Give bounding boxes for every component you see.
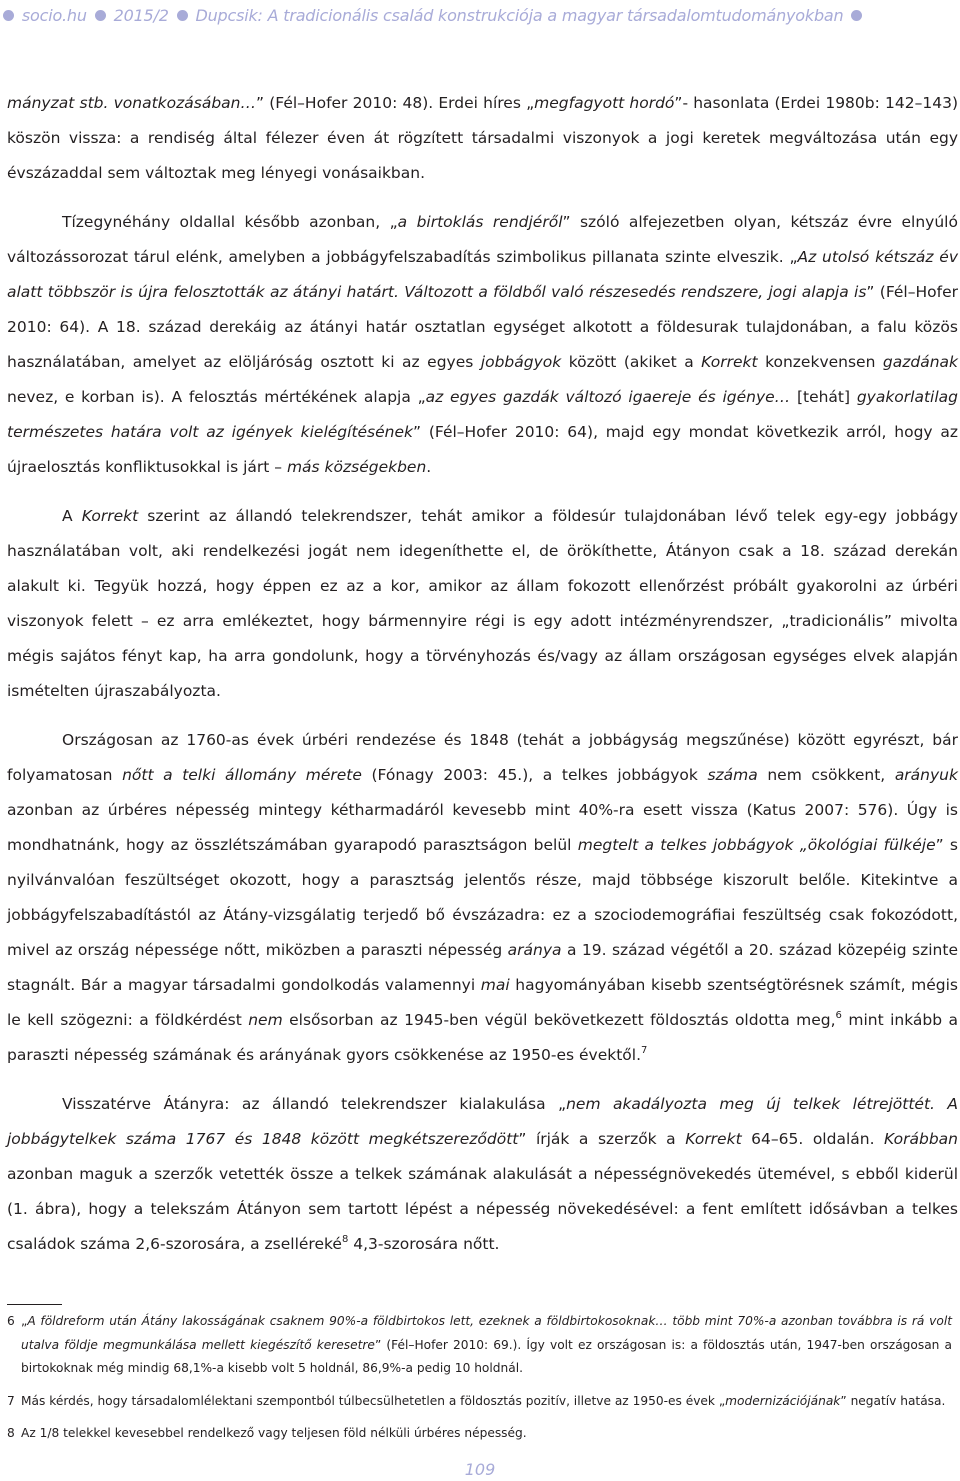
text-run: [tehát] <box>790 388 857 406</box>
text-run: azonban az úrbéres népesség mintegy kétharmadáról kevesebb mint 40%-ra esett vissza (Katus 2007: 576). Úgy is mondhatnánk, hogy az összlétszámában gyarapodó parasztságon belül <box>7 801 958 854</box>
text-run-italic: Korábban <box>884 1130 958 1148</box>
text-run: ” (Fél–Hofer 2010: 64), majd egy mondat következik arról, hogy az újraelosztás konfliktusokkal is járt – <box>7 423 958 476</box>
text-run: ” szóló alfejezetben olyan, kétszáz évre elnyúló változássorozat tárul elénk, amelyben a jobbágyfelszabadítás szimbolikus pillanata szinte elveszik. „ <box>7 213 958 266</box>
bullet-dot <box>95 10 106 21</box>
paragraph <box>7 499 958 709</box>
text-run-italic: száma <box>707 766 758 784</box>
page-number: 109 <box>464 1460 496 1479</box>
text-run: a 19. század végétől a 20. század közepéig szinte stagnált. Bár a magyar társadalmi gondolkodás valamennyi <box>7 941 958 994</box>
footnote-ref: 8 <box>341 1234 349 1245</box>
text-run: azonban maguk a szerzők vetették össze a telkek számának alakulását a népességnövekedés ütemével, s ebből kiderül (1. ábra), hogy a telekszám Átányon sem tartott lépést a népesség növekedésével: a fent említett idősávban a telkes családok száma 2,6-szorosára, a zselléreké <box>7 1165 958 1253</box>
text-run: ”- hasonlata (Erdei 1980b: 142–143) köszön vissza: a rendiség által félezer éven át rögzített társadalmi viszonyok a jogi keretek megváltozása után egy évszázaddal sem változtak meg lényegi vonásaikban. <box>7 94 958 182</box>
text-run-italic: az egyes gazdák változó igaereje és igénye… <box>425 388 791 406</box>
header-site: socio.hu <box>21 6 87 25</box>
header-title: Dupcsik: A tradicionális család konstrukciója a magyar társadalomtudományokban <box>195 6 844 25</box>
text-run: Más kérdés, hogy társadalomlélektani szempontból túlbecsülhetetlen a földosztás pozitív, illetve az 1950-es évek „ <box>21 1393 726 1408</box>
text-run: hagyományában kisebb szentségtörésnek számít, mégis le kell szögezni: a földkérdést <box>7 976 958 1029</box>
text-run-italic: aránya <box>507 941 562 959</box>
text-run-italic: jobbágyok <box>480 353 562 371</box>
text-run-italic: nőtt a telki állomány mérete <box>122 766 362 784</box>
text-run: Az 1/8 telekkel kevesebbel rendelkező vagy teljesen föld nélküli úrbéres népesség. <box>21 1426 527 1441</box>
text-run-italic: Az utolsó kétszáz év alatt többször is újra felosztották az átányi határt. Változott a földből való részesedés rendszere, jogi alapja is <box>7 248 958 301</box>
paragraph <box>7 1087 958 1262</box>
text-run-italic: gyakorlatilag természetes határa volt az igények kielégítésének <box>7 388 958 441</box>
text-run: Tízegynéhány oldallal később azonban, „ <box>62 213 398 231</box>
paragraph <box>7 723 958 1073</box>
footnote-rule <box>7 1304 62 1305</box>
text-run-italic: gazdának <box>882 353 958 371</box>
footnote-number: 6 <box>7 1314 15 1328</box>
text-run: A <box>62 507 82 525</box>
header-issue: 2015/2 <box>113 6 169 25</box>
text-run: ” s nyilvánvalóan feszültséget okozott, hogy a parasztság jelentős része, majd többsége kiszorult belőle. Kitekintve a jobbágyfelszabadítástól az Átány-vizsgálatig terjedő bő évszázadra: ez a szociodemográfiai feszültség csak fokozódott, mivel az ország népessége nőtt, miközben a paraszti népesség <box>7 836 958 959</box>
paragraph <box>7 86 958 191</box>
text-run: „ <box>21 1314 28 1328</box>
text-run-italic: Korrekt <box>685 1130 742 1148</box>
footnote <box>7 1310 952 1381</box>
text-run-italic: megtelt a telkes jobbágyok „ökológiai fülkéje <box>577 836 936 854</box>
bullet-dot <box>851 10 862 21</box>
text-run: . <box>426 458 432 476</box>
footnote-text <box>21 1390 952 1414</box>
text-run: között (akiket a <box>561 353 702 371</box>
text-run: ” (Fél–Hofer 2010: 64). A 18. század derekáig az átányi határ osztatlan egységet alkotott a földesurak tulajdonában, a falu közös használatában, amelyet az elöljáróság osztott ki az egyes <box>7 283 958 371</box>
paragraph <box>7 205 958 485</box>
text-run-italic: A földreform után Átány lakosságának csaknem 90%-a földbirtokos lett, ezeknek a földbirtokosoknak… több mint 70%-a azonban továbbra is rá volt utalva földje megmunkálása mellett kiegészítő keresetre <box>21 1314 952 1352</box>
text-run-italic: mai <box>480 976 510 994</box>
running-header <box>0 0 960 33</box>
footnote-number: 7 <box>7 1393 15 1408</box>
text-run-italic: Korrekt <box>701 353 758 371</box>
text-run-italic: Korrekt <box>81 507 139 525</box>
text-run-italic: arányuk <box>894 766 958 784</box>
footnote-number: 8 <box>7 1426 15 1441</box>
bullet-dot <box>177 10 188 21</box>
text-run: nevez, e korban is). A felosztás mértékének alapja „ <box>7 388 426 406</box>
bullet-dot <box>3 10 14 21</box>
text-run-italic: más községekben <box>286 458 427 476</box>
text-run-italic: nem <box>248 1011 283 1029</box>
text-run: ” (Fél–Hofer 2010: 48). Erdei híres „ <box>256 94 535 112</box>
text-run-italic: nem akadályozta meg új telkek létrejöttét. A jobbágytelkek száma 1767 és 1848 között megkétszereződött <box>7 1095 958 1148</box>
text-run: 64–65. oldalán. <box>741 1130 885 1148</box>
text-run: ” negatív hatása. <box>840 1393 946 1408</box>
text-run: elsősorban az 1945-ben végül bekövetkezett földosztás oldotta meg, <box>282 1011 836 1029</box>
footnote-ref: 7 <box>641 1045 648 1056</box>
text-run-italic: modernizációjának <box>725 1393 841 1408</box>
text-run: ” (Fél–Hofer 2010: 69.). Így volt ez országosan is: a földosztás után, 1947-ben országosan a birtokoknak még mindig 68,1%-a kisebb volt 5 holdnál, 86,9%-a pedig 10 holdnál. <box>21 1337 952 1376</box>
footnote-text <box>21 1310 952 1381</box>
text-run: konzekvensen <box>757 353 883 371</box>
text-run-italic: megfagyott hordó <box>534 94 675 112</box>
body-text <box>7 86 958 1262</box>
footnote-text <box>21 1422 952 1446</box>
footnote-ref: 6 <box>835 1010 842 1021</box>
text-run: nem csökkent, <box>757 766 895 784</box>
text-run: 4,3-szorosára nőtt. <box>348 1235 500 1253</box>
text-run: ” írják a szerzők a <box>518 1130 686 1148</box>
text-run: szerint az állandó telekrendszer, tehát amikor a földesúr tulajdonában lévő telek egy-egy jobbágy használatában volt, aki rendelkezési jogát nem idegeníthette el, de örökíthette, Átányon csak a 18. század derekán alakult ki. Tegyük hozzá, hogy éppen ez az a kor, amikor az állam fokozott ellenőrzést próbált gyakorolni az úrbéri viszonyok felett – ez arra emlékeztet, hogy bármennyire régi is egy adott intézményrendszer, „tradicionális” mivolta mégis sajátos fényt kap, ha arra gondolunk, hogy a törvényhozás és/vagy az állam országosan egységes elvek alapján ismételten újraszabályozta. <box>7 507 958 700</box>
text-run: Visszatérve Átányra: az állandó telekrendszer kialakulása „ <box>62 1095 567 1113</box>
footnotes <box>7 1310 952 1446</box>
text-run: mint inkább a paraszti népesség számának és arányának gyors csökkenése az 1950-es évektől. <box>7 1011 958 1064</box>
text-run-italic: a birtoklás rendjéről <box>397 213 563 231</box>
text-run-italic: mányzat stb. vonatkozásában… <box>7 94 256 112</box>
text-run: Országosan az 1760-as évek úrbéri rendezése és 1848 (tehát a jobbágyság megszűnése) között egyrészt, bár folyamatosan <box>7 731 958 784</box>
footnote <box>7 1422 952 1446</box>
text-run: (Fónagy 2003: 45.), a telkes jobbágyok <box>361 766 708 784</box>
footnote <box>7 1390 952 1414</box>
